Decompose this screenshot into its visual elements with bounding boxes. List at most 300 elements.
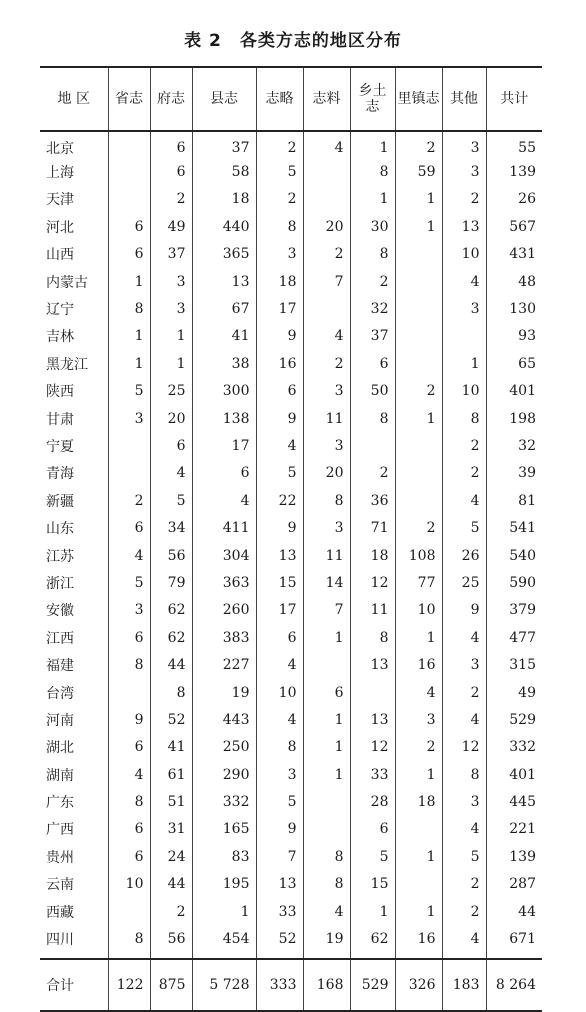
count-cell: 1 (150, 323, 192, 350)
count-cell: 8 (442, 405, 486, 432)
count-cell: 93 (486, 323, 542, 350)
count-cell: 52 (150, 706, 192, 733)
table-row (40, 158, 542, 185)
count-cell: 332 (486, 734, 542, 761)
count-cell: 62 (150, 597, 192, 624)
count-cell: 1 (395, 405, 442, 432)
table-row (40, 213, 542, 240)
table-row (40, 569, 542, 596)
table-row (40, 597, 542, 624)
region-cell: 江苏 (46, 548, 74, 565)
count-cell: 56 (150, 542, 192, 569)
count-cell: 2 (303, 350, 350, 377)
count-cell (395, 295, 442, 322)
table-row (40, 898, 542, 925)
total-cell: 875 (150, 959, 192, 1011)
count-cell: 3 (442, 651, 486, 678)
count-cell: 6 (108, 843, 150, 870)
count-cell (108, 158, 150, 185)
count-cell: 56 (150, 925, 192, 952)
count-cell: 5 (256, 158, 303, 185)
region-cell: 吉林 (46, 329, 74, 346)
count-cell: 431 (486, 241, 542, 268)
region-cell: 新疆 (46, 493, 74, 510)
count-cell: 6 (108, 816, 150, 843)
count-cell: 11 (303, 405, 350, 432)
total-row (40, 959, 542, 1011)
count-cell: 1 (192, 898, 256, 925)
count-cell: 108 (395, 542, 442, 569)
count-cell: 3 (442, 788, 486, 815)
count-cell: 5 (442, 514, 486, 541)
table-row (40, 378, 542, 405)
count-cell (395, 241, 442, 268)
table-row (40, 788, 542, 815)
count-cell: 4 (256, 651, 303, 678)
count-cell: 2 (350, 268, 395, 295)
count-cell: 13 (192, 268, 256, 295)
count-cell: 198 (486, 405, 542, 432)
count-cell: 13 (350, 706, 395, 733)
count-cell (350, 432, 395, 459)
table-row (40, 925, 542, 952)
count-cell: 6 (350, 816, 395, 843)
count-cell: 77 (395, 569, 442, 596)
count-cell: 1 (350, 898, 395, 925)
count-cell: 139 (486, 158, 542, 185)
table-row (40, 679, 542, 706)
count-cell (395, 268, 442, 295)
count-cell: 8 (303, 843, 350, 870)
count-cell: 4 (256, 706, 303, 733)
count-cell: 48 (486, 268, 542, 295)
count-cell: 6 (192, 460, 256, 487)
count-cell: 11 (350, 597, 395, 624)
count-cell: 9 (256, 323, 303, 350)
count-cell: 5 (442, 843, 486, 870)
count-cell: 50 (350, 378, 395, 405)
count-cell (395, 350, 442, 377)
column-header: 志略 (256, 67, 303, 131)
count-cell: 49 (150, 213, 192, 240)
region-cell: 浙江 (46, 575, 74, 592)
count-cell: 3 (442, 131, 486, 158)
count-cell: 8 (108, 925, 150, 952)
region-cell: 辽宁 (46, 302, 74, 319)
count-cell: 9 (256, 514, 303, 541)
count-cell: 8 (303, 871, 350, 898)
count-cell: 227 (192, 651, 256, 678)
count-cell: 260 (192, 597, 256, 624)
count-cell: 9 (442, 597, 486, 624)
count-cell: 10 (256, 679, 303, 706)
count-cell: 34 (150, 514, 192, 541)
count-cell: 3 (108, 405, 150, 432)
count-cell: 38 (192, 350, 256, 377)
count-cell: 4 (442, 816, 486, 843)
total-label: 合计 (40, 959, 108, 1011)
count-cell: 1 (395, 843, 442, 870)
count-cell: 26 (442, 542, 486, 569)
count-cell (395, 432, 442, 459)
count-cell: 8 (108, 788, 150, 815)
count-cell: 4 (442, 487, 486, 514)
count-cell: 8 (256, 213, 303, 240)
count-cell: 17 (192, 432, 256, 459)
total-cell: 122 (108, 959, 150, 1011)
region-cell: 贵州 (46, 849, 74, 866)
count-cell: 37 (350, 323, 395, 350)
count-cell (350, 679, 395, 706)
table-row (40, 460, 542, 487)
count-cell: 454 (192, 925, 256, 952)
count-cell: 1 (395, 186, 442, 213)
count-cell (395, 487, 442, 514)
count-cell: 138 (192, 405, 256, 432)
total-cell: 168 (303, 959, 350, 1011)
count-cell: 287 (486, 871, 542, 898)
count-cell: 20 (150, 405, 192, 432)
count-cell: 8 (442, 761, 486, 788)
count-cell: 4 (442, 706, 486, 733)
count-cell: 1 (108, 268, 150, 295)
count-cell (303, 651, 350, 678)
count-cell: 58 (192, 158, 256, 185)
table-body (40, 131, 542, 1011)
count-cell: 221 (486, 816, 542, 843)
count-cell: 290 (192, 761, 256, 788)
table-row (40, 542, 542, 569)
count-cell: 8 (350, 158, 395, 185)
region-cell: 内蒙古 (46, 274, 88, 291)
count-cell: 8 (303, 487, 350, 514)
count-cell: 195 (192, 871, 256, 898)
count-cell: 49 (486, 679, 542, 706)
count-cell: 44 (150, 871, 192, 898)
count-cell: 18 (350, 542, 395, 569)
count-cell (395, 816, 442, 843)
table-row (40, 268, 542, 295)
count-cell (395, 460, 442, 487)
count-cell: 32 (350, 295, 395, 322)
count-cell: 4 (442, 925, 486, 952)
count-cell: 44 (150, 651, 192, 678)
count-cell: 7 (256, 843, 303, 870)
count-cell: 13 (256, 542, 303, 569)
column-header: 共计 (486, 67, 542, 131)
count-cell: 12 (350, 569, 395, 596)
count-cell: 1 (442, 350, 486, 377)
count-cell: 62 (350, 925, 395, 952)
count-cell: 401 (486, 761, 542, 788)
count-cell: 26 (486, 186, 542, 213)
count-cell: 1 (395, 213, 442, 240)
count-cell: 3 (442, 295, 486, 322)
count-cell: 671 (486, 925, 542, 952)
count-cell (303, 186, 350, 213)
count-cell: 9 (256, 405, 303, 432)
count-cell: 1 (395, 624, 442, 651)
count-cell: 10 (442, 241, 486, 268)
table-row (40, 734, 542, 761)
count-cell: 11 (303, 542, 350, 569)
count-cell: 8 (108, 295, 150, 322)
table-row (40, 405, 542, 432)
count-cell: 16 (256, 350, 303, 377)
count-cell: 33 (256, 898, 303, 925)
count-cell: 2 (303, 241, 350, 268)
count-cell: 25 (150, 378, 192, 405)
total-cell: 326 (395, 959, 442, 1011)
count-cell: 4 (303, 131, 350, 158)
count-cell: 83 (192, 843, 256, 870)
region-cell: 甘肃 (46, 411, 74, 428)
region-cell: 江西 (46, 630, 74, 647)
count-cell (303, 158, 350, 185)
count-cell: 4 (442, 268, 486, 295)
count-cell: 6 (350, 350, 395, 377)
count-cell: 4 (395, 679, 442, 706)
count-cell (108, 898, 150, 925)
column-header: 里镇志 (395, 67, 442, 131)
count-cell: 37 (150, 241, 192, 268)
count-cell: 3 (150, 268, 192, 295)
count-cell: 8 (108, 651, 150, 678)
count-cell: 16 (395, 925, 442, 952)
column-header: 府志 (150, 67, 192, 131)
region-cell: 湖北 (46, 740, 74, 757)
count-cell: 1 (350, 131, 395, 158)
count-cell: 3 (442, 158, 486, 185)
count-cell: 540 (486, 542, 542, 569)
count-cell: 19 (192, 679, 256, 706)
count-cell: 55 (486, 131, 542, 158)
count-cell: 31 (150, 816, 192, 843)
count-cell: 37 (192, 131, 256, 158)
count-cell: 3 (108, 597, 150, 624)
count-cell: 6 (108, 213, 150, 240)
count-cell: 13 (256, 871, 303, 898)
count-cell (395, 323, 442, 350)
region-cell: 北京 (46, 141, 74, 158)
count-cell: 28 (350, 788, 395, 815)
count-cell: 6 (150, 432, 192, 459)
count-cell: 541 (486, 514, 542, 541)
count-cell: 20 (303, 460, 350, 487)
table-row (40, 624, 542, 651)
table-row (40, 514, 542, 541)
count-cell: 165 (192, 816, 256, 843)
region-cell: 湖南 (46, 767, 74, 784)
count-cell: 1 (108, 323, 150, 350)
count-cell: 401 (486, 378, 542, 405)
count-cell: 3 (395, 706, 442, 733)
count-cell: 67 (192, 295, 256, 322)
region-cell: 山东 (46, 521, 74, 538)
count-cell (108, 131, 150, 158)
table-row (40, 487, 542, 514)
count-cell: 81 (486, 487, 542, 514)
count-cell: 41 (150, 734, 192, 761)
region-cell: 台湾 (46, 685, 74, 702)
count-cell: 10 (442, 378, 486, 405)
count-cell (108, 432, 150, 459)
count-cell: 65 (486, 350, 542, 377)
table-title (0, 26, 586, 51)
count-cell: 1 (395, 761, 442, 788)
count-cell: 5 (350, 843, 395, 870)
count-cell: 33 (350, 761, 395, 788)
count-cell: 2 (256, 186, 303, 213)
count-cell: 1 (108, 350, 150, 377)
region-distribution-table (40, 66, 542, 1012)
region-cell: 河北 (46, 219, 74, 236)
count-cell: 24 (150, 843, 192, 870)
count-cell (442, 323, 486, 350)
table-row (40, 350, 542, 377)
count-cell: 300 (192, 378, 256, 405)
count-cell: 4 (256, 432, 303, 459)
region-cell: 陕西 (46, 384, 74, 401)
table-row (40, 241, 542, 268)
count-cell: 4 (303, 323, 350, 350)
count-cell: 2 (108, 487, 150, 514)
count-cell: 6 (256, 624, 303, 651)
count-cell: 1 (350, 186, 395, 213)
count-cell: 365 (192, 241, 256, 268)
region-cell: 天津 (46, 192, 74, 209)
region-cell: 宁夏 (46, 438, 74, 455)
region-cell: 广西 (46, 822, 74, 839)
count-cell: 3 (303, 514, 350, 541)
count-cell (303, 295, 350, 322)
count-cell: 529 (486, 706, 542, 733)
count-cell: 567 (486, 213, 542, 240)
table-caption: 各类方志的地区分布 (239, 31, 402, 51)
count-cell: 6 (108, 734, 150, 761)
region-cell: 黑龙江 (46, 356, 88, 373)
count-cell: 52 (256, 925, 303, 952)
count-cell: 10 (108, 871, 150, 898)
count-cell: 250 (192, 734, 256, 761)
count-cell: 44 (486, 898, 542, 925)
count-cell: 79 (150, 569, 192, 596)
count-cell: 6 (150, 158, 192, 185)
count-cell: 5 (256, 788, 303, 815)
count-cell: 2 (395, 514, 442, 541)
region-cell: 青海 (46, 466, 74, 483)
column-header: 县志 (192, 67, 256, 131)
count-cell: 3 (303, 378, 350, 405)
total-cell: 183 (442, 959, 486, 1011)
column-header: 其他 (442, 67, 486, 131)
region-cell: 山西 (46, 247, 74, 264)
count-cell: 2 (395, 131, 442, 158)
count-cell: 139 (486, 843, 542, 870)
count-cell: 25 (442, 569, 486, 596)
count-cell: 7 (303, 268, 350, 295)
count-cell: 2 (442, 871, 486, 898)
total-cell: 529 (350, 959, 395, 1011)
count-cell: 2 (395, 378, 442, 405)
count-cell: 3 (256, 761, 303, 788)
table-row (40, 186, 542, 213)
table-row (40, 816, 542, 843)
column-header: 乡土志 (350, 67, 395, 131)
table-row (40, 432, 542, 459)
count-cell: 6 (108, 624, 150, 651)
table-row (40, 323, 542, 350)
count-cell: 6 (256, 378, 303, 405)
count-cell: 19 (303, 925, 350, 952)
count-cell: 9 (108, 706, 150, 733)
count-cell: 18 (256, 268, 303, 295)
count-cell: 18 (192, 186, 256, 213)
count-cell: 6 (108, 514, 150, 541)
count-cell: 8 (350, 405, 395, 432)
count-cell (303, 788, 350, 815)
count-cell: 2 (150, 898, 192, 925)
table-row (40, 871, 542, 898)
count-cell: 2 (442, 460, 486, 487)
count-cell: 71 (350, 514, 395, 541)
region-cell: 西藏 (46, 904, 74, 921)
count-cell: 8 (256, 734, 303, 761)
count-cell: 18 (395, 788, 442, 815)
count-cell: 440 (192, 213, 256, 240)
count-cell (395, 871, 442, 898)
count-cell: 6 (150, 131, 192, 158)
count-cell: 2 (442, 186, 486, 213)
count-cell: 2 (442, 898, 486, 925)
count-cell: 3 (150, 295, 192, 322)
region-cell: 广东 (46, 795, 74, 812)
total-cell: 5 728 (192, 959, 256, 1011)
count-cell: 17 (256, 597, 303, 624)
count-cell (108, 186, 150, 213)
count-cell: 4 (108, 542, 150, 569)
region-cell: 河南 (46, 712, 74, 729)
count-cell: 5 (150, 487, 192, 514)
count-cell (303, 816, 350, 843)
count-cell: 1 (303, 624, 350, 651)
count-cell: 363 (192, 569, 256, 596)
count-cell: 8 (350, 624, 395, 651)
count-cell: 5 (108, 378, 150, 405)
count-cell: 379 (486, 597, 542, 624)
region-cell: 四川 (46, 932, 74, 949)
count-cell: 13 (350, 651, 395, 678)
count-cell: 6 (303, 679, 350, 706)
total-cell: 8 264 (486, 959, 542, 1011)
count-cell: 590 (486, 569, 542, 596)
count-cell: 41 (192, 323, 256, 350)
count-cell: 1 (303, 734, 350, 761)
count-cell: 2 (395, 734, 442, 761)
table-row (40, 761, 542, 788)
count-cell: 7 (303, 597, 350, 624)
count-cell: 304 (192, 542, 256, 569)
count-cell: 315 (486, 651, 542, 678)
count-cell: 332 (192, 788, 256, 815)
count-cell: 30 (350, 213, 395, 240)
column-header: 省志 (108, 67, 150, 131)
count-cell: 5 (256, 460, 303, 487)
count-cell: 2 (350, 460, 395, 487)
count-cell: 20 (303, 213, 350, 240)
count-cell: 15 (350, 871, 395, 898)
count-cell: 1 (395, 898, 442, 925)
